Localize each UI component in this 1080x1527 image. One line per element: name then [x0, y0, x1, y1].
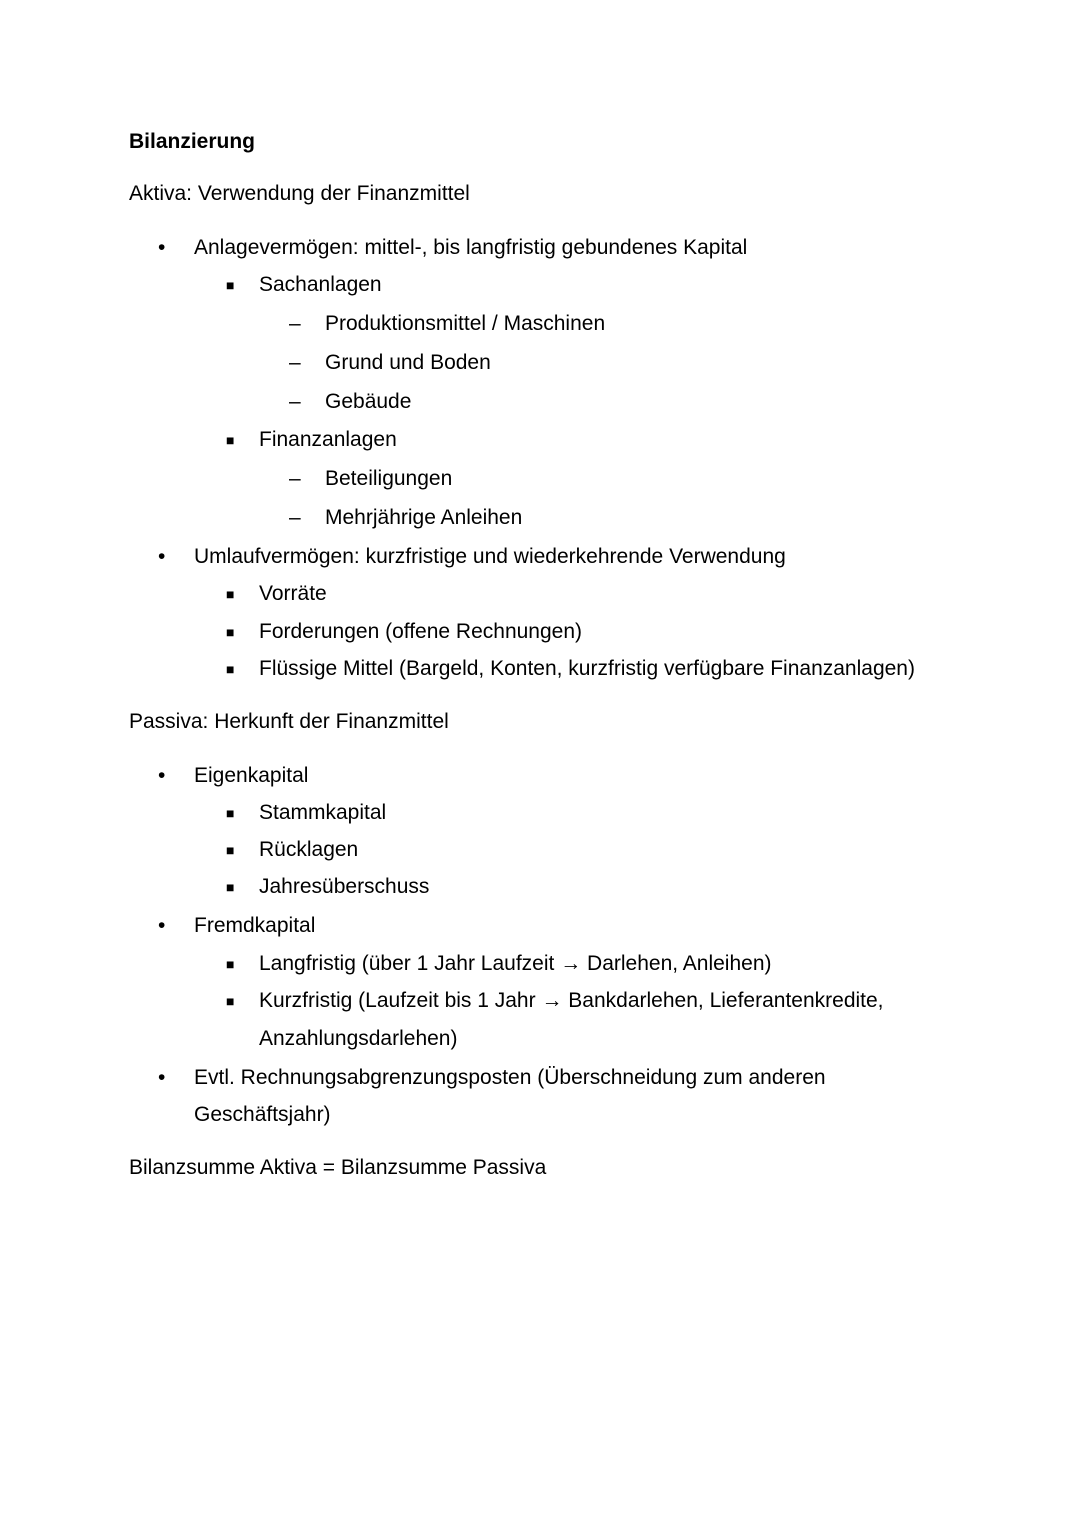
bullet-icon: •: [158, 236, 166, 259]
arrow-right-icon: →: [560, 952, 582, 975]
kurzfristig-continuation: Anzahlungsdarlehen): [259, 1027, 458, 1050]
bullet-icon: •: [158, 545, 166, 568]
list-item-jahresueberschuss: Jahresüberschuss: [259, 875, 430, 898]
list-item-produktionsmittel: Produktionsmittel / Maschinen: [325, 312, 606, 335]
rechnungsabgrenzung-continuation: Geschäftsjahr): [194, 1103, 331, 1126]
square-bullet-icon: ■: [226, 661, 235, 677]
list-item-rechnungsabgrenzung: Evtl. Rechnungsabgrenzungsposten (Überschneidung zum anderen: [194, 1066, 826, 1089]
list-item-finanzanlagen: Finanzanlagen: [259, 428, 397, 451]
dash-bullet-icon: –: [289, 312, 301, 335]
dash-bullet-icon: –: [289, 390, 301, 413]
list-item-beteiligungen: Beteiligungen: [325, 467, 453, 490]
list-item-anleihen: Mehrjährige Anleihen: [325, 506, 523, 529]
passiva-heading: Passiva: Herkunft der Finanzmittel: [129, 710, 449, 733]
list-item-anlagevermoegen: Anlagevermögen: mittel-, bis langfristig gebundenes Kapital: [194, 236, 748, 259]
list-item-vorraete: Vorräte: [259, 582, 327, 605]
square-bullet-icon: ■: [226, 586, 235, 602]
list-item-forderungen: Forderungen (offene Rechnungen): [259, 620, 583, 643]
arrow-right-icon: →: [541, 989, 563, 1012]
list-item-gebaeude: Gebäude: [325, 390, 412, 413]
list-item-kurzfristig: [259, 990, 884, 1011]
list-item-stammkapital: Stammkapital: [259, 801, 387, 824]
square-bullet-icon: ■: [226, 993, 235, 1009]
square-bullet-icon: ■: [226, 277, 235, 293]
list-item-fluessige-mittel: Flüssige Mittel (Bargeld, Konten, kurzfristig verfügbare Finanzanlagen): [259, 657, 915, 680]
dash-bullet-icon: –: [289, 467, 301, 490]
document-title: Bilanzierung: [129, 130, 256, 153]
square-bullet-icon: ■: [226, 624, 235, 640]
summary-line: Bilanzsumme Aktiva = Bilanzsumme Passiva: [129, 1156, 547, 1179]
kurzfristig-detail: Bankdarlehen, Lieferantenkredite,: [568, 989, 884, 1012]
langfristig-detail: Darlehen, Anleihen): [587, 952, 772, 975]
square-bullet-icon: ■: [226, 879, 235, 895]
aktiva-heading: Aktiva: Verwendung der Finanzmittel: [129, 182, 470, 205]
list-item-umlaufvermoegen: Umlaufvermögen: kurzfristige und wiederkehrende Verwendung: [194, 545, 786, 568]
list-item-eigenkapital: Eigenkapital: [194, 764, 309, 787]
list-item-fremdkapital: Fremdkapital: [194, 914, 316, 937]
list-item-langfristig: [259, 953, 772, 974]
square-bullet-icon: ■: [226, 432, 235, 448]
list-item-sachanlagen: Sachanlagen: [259, 273, 382, 296]
square-bullet-icon: ■: [226, 956, 235, 972]
dash-bullet-icon: –: [289, 506, 301, 529]
bullet-icon: •: [158, 914, 166, 937]
bullet-icon: •: [158, 1066, 166, 1089]
kurzfristig-text: Kurzfristig (Laufzeit bis 1 Jahr: [259, 989, 536, 1012]
list-item-ruecklagen: Rücklagen: [259, 838, 359, 861]
bullet-icon: •: [158, 764, 166, 787]
langfristig-text: Langfristig (über 1 Jahr Laufzeit: [259, 952, 555, 975]
square-bullet-icon: ■: [226, 805, 235, 821]
list-item-grund-und-boden: Grund und Boden: [325, 351, 491, 374]
dash-bullet-icon: –: [289, 351, 301, 374]
square-bullet-icon: ■: [226, 842, 235, 858]
